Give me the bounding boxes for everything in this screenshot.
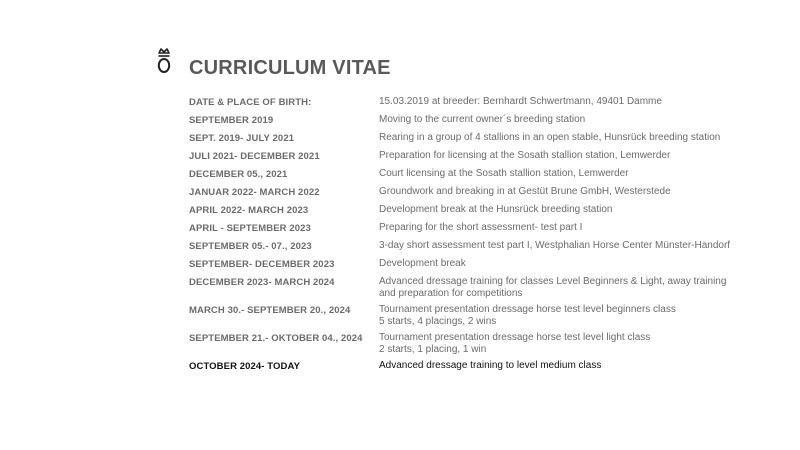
cv-entry-description-line: 3-day short assessment test part I, Westphalian Horse Center Münster-Handorf <box>379 240 731 251</box>
cv-entry-description <box>379 303 769 328</box>
cv-entry-description <box>379 331 769 356</box>
cv-entry <box>189 239 769 254</box>
cv-entry-description-line: Advanced dressage training for classes Level Beginners & Light, away training <box>379 276 727 287</box>
cv-entry-description-line: 2 starts, 1 placing, 1 win <box>379 344 487 355</box>
cv-entry <box>189 257 769 272</box>
cv-entry-date: OCTOBER 2024- TODAY <box>189 361 301 372</box>
cv-entry <box>189 149 769 164</box>
cv-entry <box>189 359 769 374</box>
cv-entry-description-line: Groundwork and breaking in at Gestüt Brune GmbH, Westerstede <box>379 186 671 197</box>
cv-entry-description-line: 5 starts, 4 placings, 2 wins <box>379 316 497 327</box>
cv-entry-date: SEPT. 2019- JULY 2021 <box>189 133 295 144</box>
cv-entry-description <box>379 149 769 164</box>
cv-entry-description <box>379 95 769 110</box>
cv-entry-description-line: Tournament presentation dressage horse test level light class <box>379 332 651 343</box>
cv-entry-description-line: Rearing in a group of 4 stallions in an open stable, Hunsrück breeding station <box>379 132 721 143</box>
cv-entry-description <box>379 359 769 374</box>
cv-entry-date: APRIL 2022- MARCH 2023 <box>189 205 309 216</box>
cv-entry <box>189 275 769 300</box>
cv-entry-description-line: Tournament presentation dressage horse test level beginners class <box>379 304 676 315</box>
crown-monogram-icon <box>157 47 171 75</box>
cv-entry-description-line: Moving to the current owner´s breeding station <box>379 114 586 125</box>
cv-entry-date: DECEMBER 2023- MARCH 2024 <box>189 277 335 288</box>
cv-entry-date: DECEMBER 05., 2021 <box>189 169 288 180</box>
cv-entry-description-line: and preparation for competitions <box>379 288 523 299</box>
cv-entry-date: SEPTEMBER 2019 <box>189 115 274 126</box>
cv-entry <box>189 113 769 128</box>
cv-entry <box>189 167 769 182</box>
cv-entry-description-line: Development break <box>379 258 466 269</box>
cv-entry-description <box>379 185 769 200</box>
cv-entry-date: DATE & PLACE OF BIRTH: <box>189 97 312 108</box>
cv-entry-date: APRIL - SEPTEMBER 2023 <box>189 223 311 234</box>
cv-entry-description <box>379 257 769 272</box>
cv-entry-date: SEPTEMBER 05.- 07., 2023 <box>189 241 312 252</box>
page-title: CURRICULUM VITAE <box>189 57 391 79</box>
cv-entry <box>189 203 769 218</box>
cv-entry-description-line: Preparation for licensing at the Sosath stallion station, Lemwerder <box>379 150 671 161</box>
cv-entry-description-line: Preparing for the short assessment- test part I <box>379 222 583 233</box>
cv-entry-description <box>379 131 769 146</box>
cv-entry-date: MARCH 30.- SEPTEMBER 20., 2024 <box>189 305 351 316</box>
cv-entry <box>189 95 769 110</box>
cv-entry-description-line: Development break at the Hunsrück breeding station <box>379 204 613 215</box>
cv-entry-description-line: Court licensing at the Sosath stallion station, Lemwerder <box>379 168 629 179</box>
cv-entry <box>189 331 769 356</box>
cv-entry-date: JANUAR 2022- MARCH 2022 <box>189 187 320 198</box>
cv-entry-description <box>379 167 769 182</box>
cv-entry <box>189 303 769 328</box>
cv-entry-description <box>379 239 769 254</box>
cv-entry-description <box>379 203 769 218</box>
cv-entry-date: SEPTEMBER- DECEMBER 2023 <box>189 259 335 270</box>
cv-entry-description-line: 15.03.2019 at breeder: Bernhardt Schwertmann, 49401 Damme <box>379 96 662 107</box>
cv-entry <box>189 131 769 146</box>
cv-entry-description <box>379 113 769 128</box>
cv-entry-description <box>379 221 769 236</box>
cv-entries <box>189 95 769 377</box>
cv-entry-date: SEPTEMBER 21.- OKTOBER 04., 2024 <box>189 333 363 344</box>
cv-entry-description <box>379 275 769 300</box>
cv-entry-description-line: Advanced dressage training to level medium class <box>379 360 602 371</box>
cv-entry-date: JULI 2021- DECEMBER 2021 <box>189 151 320 162</box>
cv-entry <box>189 221 769 236</box>
cv-entry <box>189 185 769 200</box>
